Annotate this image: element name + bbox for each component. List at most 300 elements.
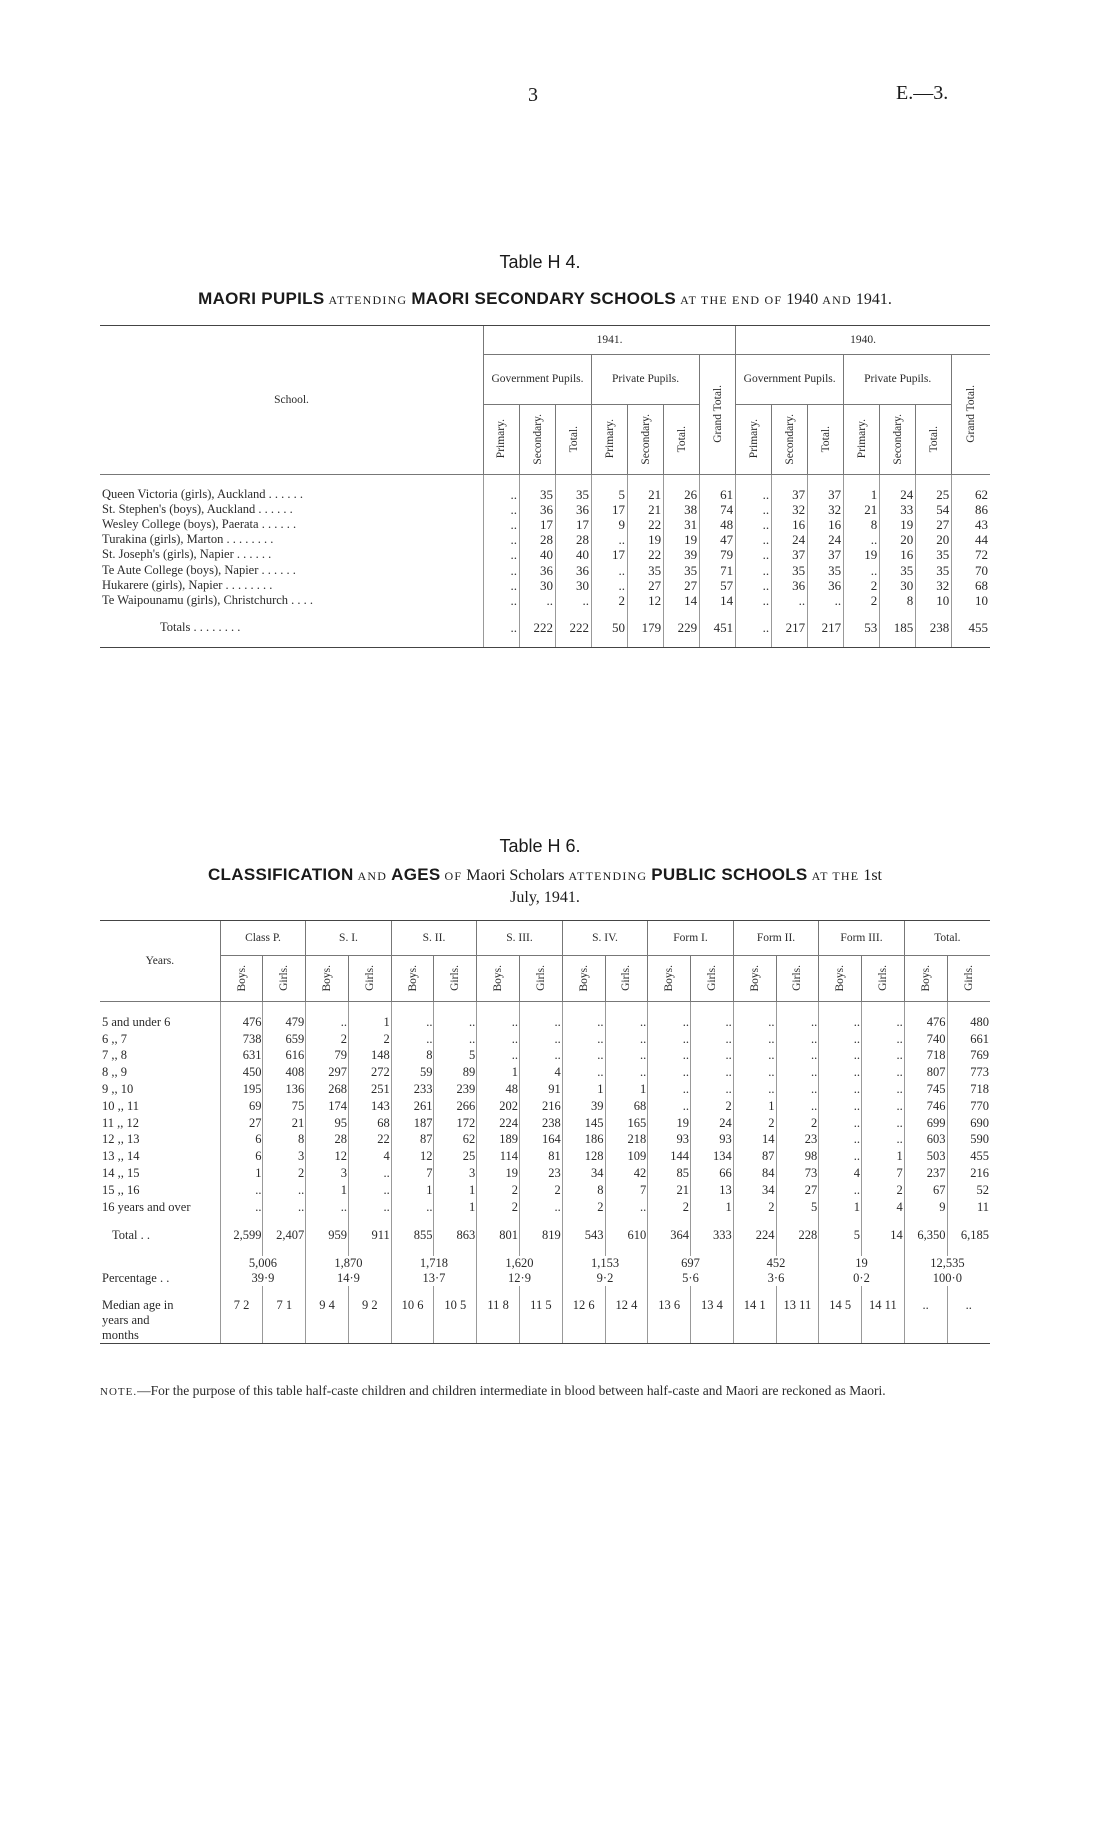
table-cell: 34 — [733, 1181, 776, 1198]
table-cell: 25 — [916, 487, 952, 502]
sub-header — [904, 955, 947, 1001]
table-cell: 20 — [880, 532, 916, 547]
table-row — [100, 562, 990, 577]
table-cell: 66 — [691, 1165, 734, 1182]
table-cell: .. — [306, 1198, 349, 1215]
table-cell: .. — [483, 547, 519, 562]
blank-cell — [477, 1328, 520, 1343]
group-header: S. III. — [477, 921, 563, 955]
table-cell: 2 — [519, 1181, 562, 1198]
table-cell: 36 — [556, 562, 592, 577]
median-value — [605, 1298, 648, 1313]
table-cell: 114 — [477, 1148, 520, 1165]
table-cell: 2 — [844, 593, 880, 608]
table-cell: 239 — [434, 1081, 477, 1098]
table-cell: 455 — [952, 620, 990, 635]
table-cell: 24 — [808, 532, 844, 547]
table-cell: 87 — [391, 1131, 434, 1148]
table-cell: 23 — [519, 1165, 562, 1182]
table-cell: .. — [220, 1198, 263, 1215]
table-cell: .. — [483, 502, 519, 517]
table-cell: .. — [776, 1081, 819, 1098]
table-cell: 218 — [605, 1131, 648, 1148]
table-cell: 21 — [263, 1114, 306, 1131]
table-cell: .. — [819, 1148, 862, 1165]
table-cell: 30 — [520, 578, 556, 593]
table-cell: 718 — [947, 1081, 990, 1098]
school-name: Queen Victoria (girls), Auckland . . . . . . — [102, 486, 304, 501]
percentage-value: 5·6 — [648, 1271, 734, 1286]
gov-pupils-header-1940: Government Pupils. — [736, 354, 844, 404]
combined-value: 19 — [819, 1256, 905, 1271]
median-months: 1 — [285, 1297, 293, 1312]
table-cell: 21 — [628, 502, 664, 517]
table-cell: .. — [483, 532, 519, 547]
blank-cell — [477, 1313, 520, 1328]
table-cell: 144 — [648, 1148, 691, 1165]
sub-header-label: Boys. — [919, 964, 932, 992]
table-cell: 185 — [880, 620, 916, 635]
sub-header-label: Girls. — [363, 965, 376, 991]
table-cell: .. — [736, 578, 772, 593]
table-cell: 3 — [263, 1148, 306, 1165]
table-cell: 19 — [648, 1114, 691, 1131]
table-cell: 2 — [477, 1181, 520, 1198]
page-number: 3 — [528, 84, 538, 106]
table-h6-title: CLASSIFICATION AND AGES OF Maori Scholars ATTENDING PUBLIC SCHOOLS AT THE 1st July, 1941. — [207, 865, 882, 906]
table-row — [100, 517, 990, 532]
total-label: Total . . — [112, 1228, 151, 1243]
combined-value: 452 — [733, 1256, 819, 1271]
table-cell: 16 — [880, 547, 916, 562]
blank-cell — [819, 1328, 862, 1343]
sub-header: Primary. — [483, 404, 519, 474]
table-cell: 9 — [904, 1198, 947, 1215]
sub-header: Secondary. — [628, 404, 664, 474]
table-cell: 224 — [477, 1114, 520, 1131]
table-cell: .. — [519, 1014, 562, 1031]
table-cell: .. — [844, 562, 880, 577]
table-cell: 148 — [348, 1047, 391, 1064]
table-cell: .. — [605, 1198, 648, 1215]
median-value — [691, 1298, 734, 1313]
table-cell: 2 — [592, 593, 628, 608]
age-label: 16 years and over — [102, 1199, 191, 1214]
table-cell: 1 — [434, 1198, 477, 1215]
table-cell: 228 — [776, 1227, 819, 1244]
median-value — [819, 1298, 862, 1313]
table-cell: 21 — [844, 502, 880, 517]
sub-header — [220, 955, 263, 1001]
table-cell: 23 — [776, 1131, 819, 1148]
age-label: 7 ,, 8 — [102, 1048, 127, 1063]
table-cell: 2 — [776, 1114, 819, 1131]
table-cell: 1 — [691, 1198, 734, 1215]
table-cell: 32 — [772, 502, 808, 517]
median-years: 9 — [362, 1297, 369, 1312]
table-row — [100, 1014, 990, 1031]
median-value — [648, 1298, 691, 1313]
table-cell: .. — [736, 620, 772, 635]
percentage-value: 9·2 — [562, 1271, 648, 1286]
table-cell: 134 — [691, 1148, 734, 1165]
table-cell: 179 — [628, 620, 664, 635]
table-cell: 21 — [628, 487, 664, 502]
table-cell: .. — [862, 1047, 905, 1064]
sub-header-label: Boys. — [321, 964, 334, 992]
table-cell: 238 — [916, 620, 952, 635]
median-months: 6 — [673, 1297, 681, 1312]
blank-cell — [519, 1313, 562, 1328]
table-cell: 1 — [819, 1198, 862, 1215]
school-header: School. — [100, 326, 483, 474]
table-cell: .. — [691, 1064, 734, 1081]
table-cell: 34 — [562, 1165, 605, 1182]
table-cell: 40 — [556, 547, 592, 562]
table-cell: 9 — [592, 517, 628, 532]
table-cell: 85 — [648, 1165, 691, 1182]
group-header: Class P. — [220, 921, 306, 955]
table-cell: 738 — [220, 1030, 263, 1047]
median-months: 6 — [417, 1297, 424, 1312]
table-cell: 35 — [520, 487, 556, 502]
table-cell: 17 — [556, 517, 592, 532]
table-cell: 13 — [691, 1181, 734, 1198]
table-cell: 12 — [391, 1148, 434, 1165]
table-cell: 222 — [520, 620, 556, 635]
sub-header — [776, 955, 819, 1001]
table-cell: .. — [648, 1081, 691, 1098]
table-cell: 769 — [947, 1047, 990, 1064]
table-cell: 2 — [862, 1181, 905, 1198]
table-cell: 68 — [952, 578, 990, 593]
table-cell: 364 — [648, 1227, 691, 1244]
table-cell: .. — [819, 1181, 862, 1198]
table-cell: .. — [772, 593, 808, 608]
blank-cell — [562, 1328, 605, 1343]
table-cell: 81 — [519, 1148, 562, 1165]
table-cell: 22 — [628, 517, 664, 532]
table-row — [100, 487, 990, 502]
school-name: Hukarere (girls), Napier . . . . . . . . — [102, 577, 273, 592]
group-header: Form III. — [819, 921, 905, 955]
table-cell: 2 — [477, 1198, 520, 1215]
table-cell: .. — [648, 1064, 691, 1081]
median-label: Median age in — [102, 1297, 174, 1312]
table-cell: 17 — [592, 547, 628, 562]
table-cell: .. — [592, 578, 628, 593]
blank-cell — [220, 1313, 263, 1328]
table-cell: .. — [736, 593, 772, 608]
table-cell: .. — [434, 1014, 477, 1031]
table-cell: 12 — [628, 593, 664, 608]
table-cell: 27 — [220, 1114, 263, 1131]
table-cell: 35 — [916, 562, 952, 577]
table-cell: .. — [306, 1014, 349, 1031]
table-cell: .. — [483, 593, 519, 608]
median-months: 2 — [371, 1297, 378, 1312]
table-cell: 109 — [605, 1148, 648, 1165]
table-cell: 1 — [306, 1181, 349, 1198]
sub-header-label: Girls. — [534, 965, 547, 991]
table-cell: 1 — [733, 1097, 776, 1114]
table-cell: 62 — [952, 487, 990, 502]
blank-cell — [691, 1328, 734, 1343]
table-cell: 36 — [772, 578, 808, 593]
table-cell: 261 — [391, 1097, 434, 1114]
table-cell: 20 — [916, 532, 952, 547]
table-cell: 251 — [348, 1081, 391, 1098]
median-years: 13 — [783, 1297, 797, 1312]
table-cell: 2,407 — [263, 1227, 306, 1244]
sub-header: Secondary. — [772, 404, 808, 474]
table-cell: 2 — [562, 1198, 605, 1215]
table-cell: 32 — [808, 502, 844, 517]
table-cell: 6,350 — [904, 1227, 947, 1244]
combined-value: 12,535 — [904, 1256, 990, 1271]
sub-header — [862, 955, 905, 1001]
table-cell: .. — [483, 578, 519, 593]
table-cell: 19 — [628, 532, 664, 547]
table-cell: 10 — [916, 593, 952, 608]
table-cell: 216 — [947, 1165, 990, 1182]
table-cell: 2 — [733, 1114, 776, 1131]
table-cell: 68 — [348, 1114, 391, 1131]
combined-value: 1,718 — [391, 1256, 477, 1271]
table-cell: 24 — [691, 1114, 734, 1131]
table-cell: .. — [556, 593, 592, 608]
table-cell: 37 — [808, 547, 844, 562]
table-h6-body — [100, 1014, 990, 1216]
table-h6-median-row-cont — [100, 1328, 990, 1343]
table-cell: 14 — [862, 1227, 905, 1244]
table-row — [100, 1097, 990, 1114]
sub-header: Total. — [808, 404, 844, 474]
age-label: 12 ,, 13 — [102, 1132, 140, 1147]
table-cell: 855 — [391, 1227, 434, 1244]
table-cell: 202 — [477, 1097, 520, 1114]
table-cell: 233 — [391, 1081, 434, 1098]
table-cell: 229 — [664, 620, 700, 635]
school-name: Te Waipounamu (girls), Christchurch . . . . — [102, 592, 314, 607]
table-cell: 72 — [952, 547, 990, 562]
table-cell: 8 — [562, 1181, 605, 1198]
table-cell: 603 — [904, 1131, 947, 1148]
table-cell: 28 — [520, 532, 556, 547]
median-value — [733, 1298, 776, 1313]
table-row — [100, 1148, 990, 1165]
sub-header — [605, 955, 648, 1001]
table-cell: .. — [483, 487, 519, 502]
table-cell: 217 — [808, 620, 844, 635]
priv-pupils-header-1940: Private Pupils. — [844, 354, 952, 404]
blank-cell — [605, 1313, 648, 1328]
median-years: 9 — [319, 1297, 326, 1312]
table-cell: .. — [808, 593, 844, 608]
blank-cell — [819, 1313, 862, 1328]
year-1941-header: 1941. — [483, 326, 735, 354]
table-cell: 35 — [664, 562, 700, 577]
table-cell: 35 — [880, 562, 916, 577]
table-cell: 54 — [916, 502, 952, 517]
table-cell: .. — [477, 1047, 520, 1064]
blank-cell — [862, 1313, 905, 1328]
sub-header — [306, 955, 349, 1001]
table-cell: .. — [733, 1014, 776, 1031]
table-cell: 136 — [263, 1081, 306, 1098]
table-cell: 3 — [434, 1165, 477, 1182]
table-cell: 2 — [263, 1165, 306, 1182]
school-name: St. Stephen's (boys), Auckland . . . . . . — [102, 501, 293, 516]
school-name: Turakina (girls), Marton . . . . . . . . — [102, 532, 274, 547]
sub-header-label: Boys. — [577, 964, 590, 992]
age-label: 14 ,, 15 — [102, 1166, 140, 1181]
table-cell: .. — [220, 1181, 263, 1198]
table-cell: 53 — [844, 620, 880, 635]
table-cell: 2 — [306, 1030, 349, 1047]
table-cell: 1 — [562, 1081, 605, 1098]
years-header: Years. — [100, 921, 220, 1001]
table-cell: 98 — [776, 1148, 819, 1165]
table-cell: .. — [691, 1081, 734, 1098]
median-years: 10 — [444, 1297, 457, 1312]
table-cell: 8 — [391, 1047, 434, 1064]
table-h6-median-row — [100, 1298, 990, 1313]
table-cell: .. — [477, 1030, 520, 1047]
table-cell: 24 — [772, 532, 808, 547]
sub-header-label: Girls. — [449, 965, 462, 991]
table-cell: .. — [691, 1014, 734, 1031]
table-row — [100, 1081, 990, 1098]
table-cell: 911 — [348, 1227, 391, 1244]
group-header: S. IV. — [562, 921, 648, 955]
median-years: 10 — [401, 1297, 415, 1312]
blank-cell — [391, 1328, 434, 1343]
table-cell: .. — [483, 562, 519, 577]
sub-header-label: Girls. — [962, 965, 975, 991]
grand-total-header-1941: Grand Total. — [700, 354, 736, 474]
gov-pupils-header-1941: Government Pupils. — [483, 354, 591, 404]
blank-cell — [391, 1313, 434, 1328]
table-cell: 35 — [628, 562, 664, 577]
table-cell: 450 — [220, 1064, 263, 1081]
table-cell: 33 — [880, 502, 916, 517]
table-cell: .. — [862, 1131, 905, 1148]
percentage-value: 100·0 — [904, 1271, 990, 1286]
median-value: .. — [947, 1298, 990, 1313]
table-cell: 35 — [556, 487, 592, 502]
table-cell: 718 — [904, 1047, 947, 1064]
table-cell: .. — [648, 1014, 691, 1031]
table-cell: .. — [348, 1181, 391, 1198]
table-cell: 128 — [562, 1148, 605, 1165]
table-cell: .. — [736, 562, 772, 577]
combined-value: 1,153 — [562, 1256, 648, 1271]
table-h6-median-row-cont — [100, 1313, 990, 1328]
table-cell: 50 — [592, 620, 628, 635]
table-cell: 8 — [263, 1131, 306, 1148]
table-cell: 217 — [772, 620, 808, 635]
median-label: months — [102, 1327, 139, 1342]
table-cell: 27 — [628, 578, 664, 593]
table-cell: 2 — [348, 1030, 391, 1047]
school-name: St. Joseph's (girls), Napier . . . . . . — [102, 547, 272, 562]
table-cell: .. — [733, 1047, 776, 1064]
table-cell: 16 — [808, 517, 844, 532]
table-cell: .. — [648, 1097, 691, 1114]
table-h6-caption: Table H 6. — [499, 836, 581, 856]
table-cell: 189 — [477, 1131, 520, 1148]
table-cell: 5 — [434, 1047, 477, 1064]
table-cell: 71 — [700, 562, 736, 577]
table-cell: 70 — [952, 562, 990, 577]
table-cell: .. — [605, 1014, 648, 1031]
median-value — [477, 1298, 520, 1313]
median-value — [348, 1298, 391, 1313]
percentage-label: Percentage . . — [102, 1270, 170, 1285]
table-cell: 95 — [306, 1114, 349, 1131]
table-cell: 7 — [862, 1165, 905, 1182]
combined-value: 697 — [648, 1256, 734, 1271]
median-months: 4 — [328, 1297, 335, 1312]
sub-header-label: Boys. — [492, 964, 505, 992]
sub-header-label: Girls. — [876, 965, 889, 991]
median-value — [862, 1298, 905, 1313]
table-h4-body — [100, 487, 990, 609]
age-label: 8 ,, 9 — [102, 1065, 127, 1080]
table-cell: .. — [648, 1047, 691, 1064]
median-months: 4 — [716, 1297, 723, 1312]
table-cell: 8 — [844, 517, 880, 532]
table-cell: 272 — [348, 1064, 391, 1081]
table-cell: 39 — [562, 1097, 605, 1114]
table-cell: 69 — [220, 1097, 263, 1114]
table-cell: 187 — [391, 1114, 434, 1131]
blank-cell — [263, 1313, 306, 1328]
table-cell: 2 — [691, 1097, 734, 1114]
table-cell: .. — [648, 1030, 691, 1047]
table-cell: .. — [819, 1081, 862, 1098]
table-cell: 1 — [477, 1064, 520, 1081]
table-cell: 479 — [263, 1014, 306, 1031]
blank-cell — [348, 1313, 391, 1328]
blank-cell — [904, 1313, 947, 1328]
table-cell: 25 — [434, 1148, 477, 1165]
blank-cell — [947, 1328, 990, 1343]
table-cell: .. — [348, 1198, 391, 1215]
table-cell: 17 — [520, 517, 556, 532]
median-months: 11 — [884, 1297, 897, 1312]
group-header: S. I. — [306, 921, 392, 955]
table-row — [100, 547, 990, 562]
table-cell: .. — [691, 1030, 734, 1047]
table-cell: 68 — [605, 1097, 648, 1114]
table-cell: 746 — [904, 1097, 947, 1114]
table-h4-caption: Table H 4. — [499, 252, 581, 272]
sub-header — [733, 955, 776, 1001]
age-label: 5 and under 6 — [102, 1014, 171, 1029]
table-cell: 408 — [263, 1064, 306, 1081]
sub-header-label: Boys. — [663, 964, 676, 992]
table-cell: .. — [691, 1047, 734, 1064]
table-cell: 39 — [664, 547, 700, 562]
table-cell: 1 — [348, 1014, 391, 1031]
table-cell: .. — [562, 1014, 605, 1031]
table-cell: 7 — [391, 1165, 434, 1182]
median-months: 5 — [844, 1297, 852, 1312]
table-cell: 1 — [605, 1081, 648, 1098]
table-cell: 16 — [772, 517, 808, 532]
